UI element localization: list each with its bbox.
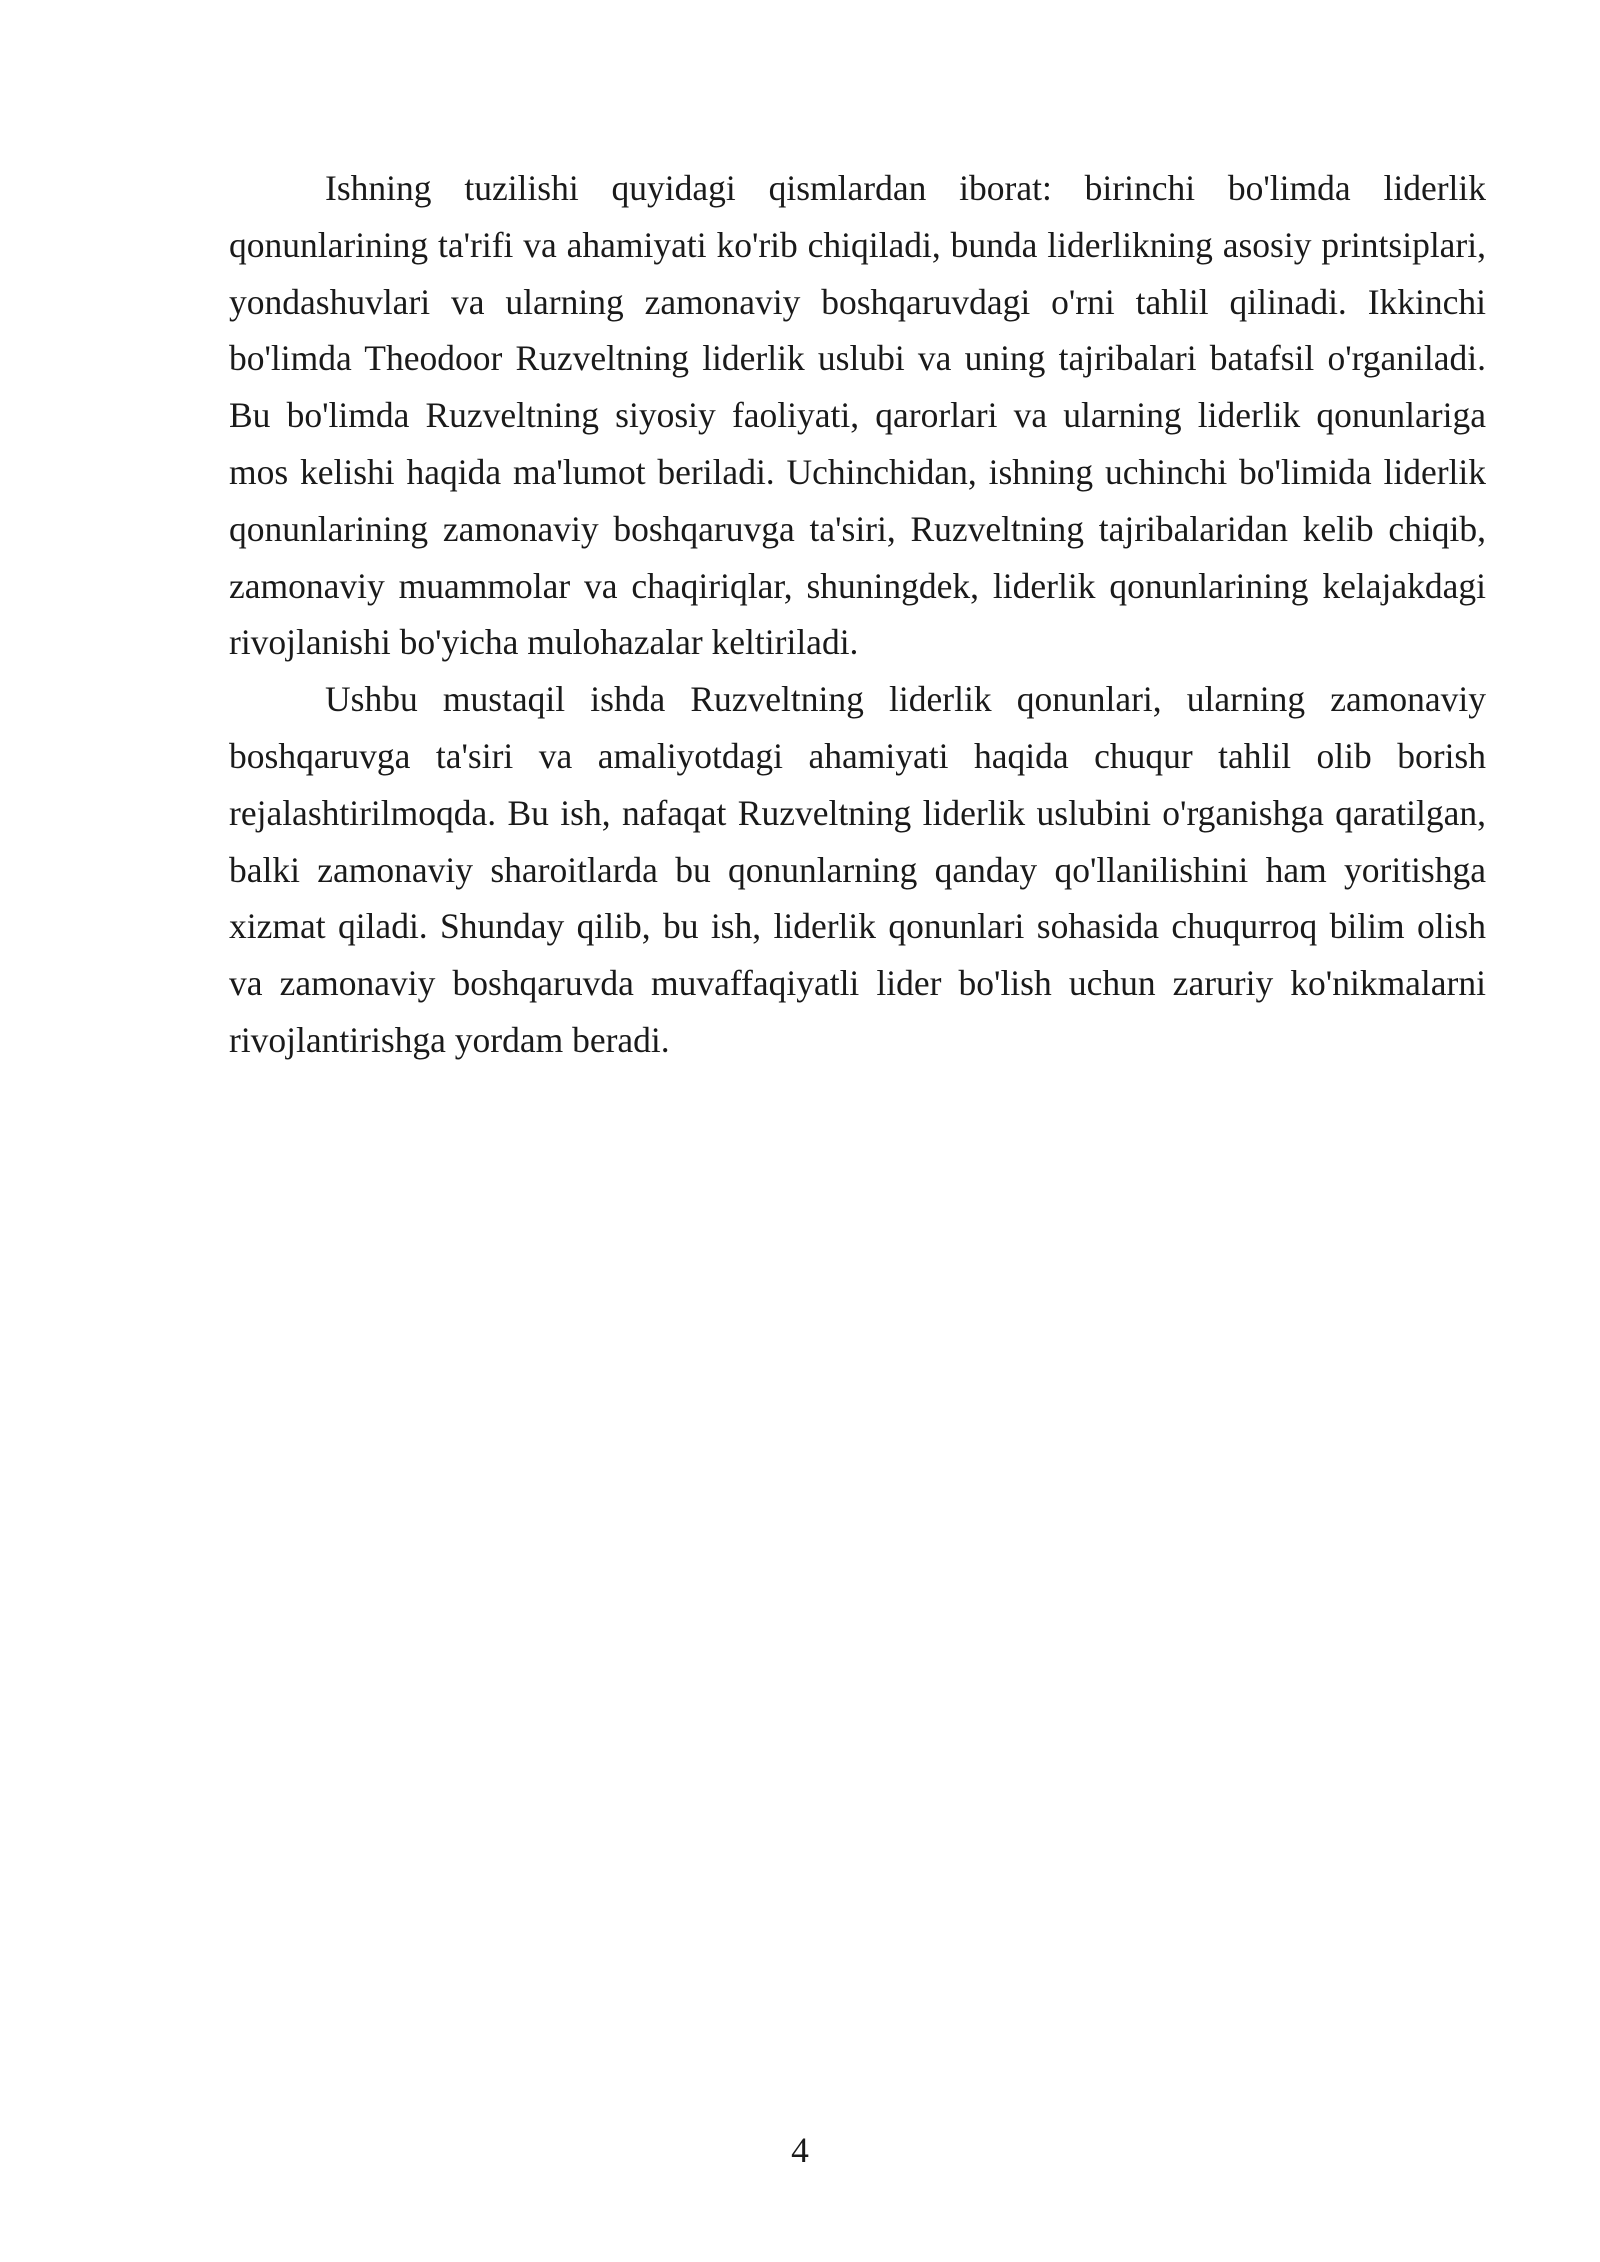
page-number: 4 <box>791 2130 809 2170</box>
body-text <box>229 160 1486 1069</box>
paragraph-structure: Ishning tuzilishi quyidagi qismlardan iborat: birinchi bo'limda liderlik qonunlarining ta'rifi va ahamiyati ko'rib chiqiladi, bunda liderlikning asosiy printsiplari, yondashuvlari va ularning zamonaviy boshqaruvdagi o'rni tahlil qilinadi. Ikkinchi bo'limda Theodoor Ruzveltning liderlik uslubi va uning tajribalari batafsil o'rganiladi. Bu bo'limda Ruzveltning siyosiy faoliyati, qarorlari va ularning liderlik qonunlariga mos kelishi haqida ma'lumot beriladi. Uchinchidan, ishning uchinchi bo'limida liderlik qonunlarining zamonaviy boshqaruvga ta'siri, Ruzveltning tajribalaridan kelib chiqib, zamonaviy muammolar va chaqiriqlar, shuningdek, liderlik qonunlarining kelajakdagi rivojlanishi bo'yicha mulohazalar keltiriladi. <box>229 168 1486 663</box>
paragraph-purpose: Ushbu mustaqil ishda Ruzveltning liderlik qonunlari, ularning zamonaviy boshqaruvga ta'siri va amaliyotdagi ahamiyati haqida chuqur tahlil olib borish rejalashtirilmoqda. Bu ish, nafaqat Ruzveltning liderlik uslubini o'rganishga qaratilgan, balki zamonaviy sharoitlarda bu qonunlarning qanday qo'llanilishini ham yoritishga xizmat qiladi. Shunday qilib, bu ish, liderlik qonunlari sohasida chuqurroq bilim olish va zamonaviy boshqaruvda muvaffaqiyatli lider bo'lish uchun zaruriy ko'nikmalarni rivojlantirishga yordam beradi. <box>229 679 1486 1060</box>
